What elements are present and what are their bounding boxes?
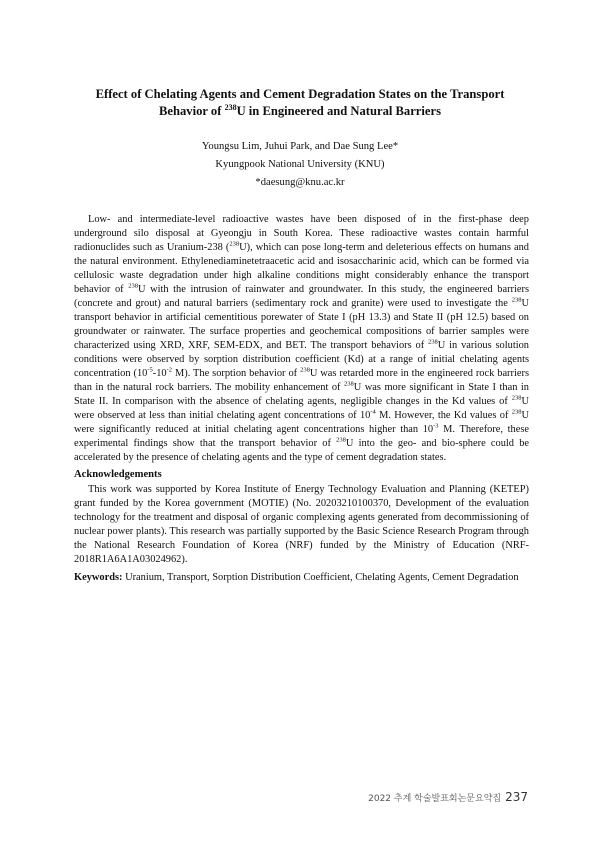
isotope-superscript: 238 xyxy=(128,282,138,290)
footer-proceedings-title: 2022 추계 학술발표회논문요약집 xyxy=(368,794,502,804)
keywords-label: Keywords: xyxy=(74,572,123,583)
isotope-superscript: 238 xyxy=(300,366,310,374)
title-line-2-suffix: U in Engineered and Natural Barriers xyxy=(236,104,441,118)
page-number: 237 xyxy=(505,790,528,804)
abstract-text: U into the geo- and bio-sphere could be accelerated by the presence of chelating agents and the type of cement degradation states. xyxy=(74,438,529,463)
abstract-text: U with the intrusion of rainwater and groundwater. In this study, the engineered barriers (concrete and grout) and natural barriers (sedimentary rock and granite) were used to investigate the xyxy=(74,284,530,309)
exponent-superscript: -3 xyxy=(433,422,439,430)
abstract-text: M). The sorption behavior of xyxy=(172,368,301,379)
isotope-superscript: 238 xyxy=(511,296,522,304)
title-isotope-superscript: 238 xyxy=(224,102,237,112)
abstract-text: U were observed at less than initial chelating agent concentrations of 10 xyxy=(74,396,529,421)
title-line-2-prefix: Behavior of xyxy=(159,104,225,118)
page-footer xyxy=(368,790,528,804)
abstract xyxy=(74,213,529,465)
isotope-superscript: 238 xyxy=(511,394,522,402)
paper-title xyxy=(60,86,540,120)
acknowledgements-heading: Acknowledgements xyxy=(74,469,162,480)
affiliation: Kyungpook National University (KNU) xyxy=(215,159,385,170)
authors: Youngsu Lim, Juhui Park, and Dae Sung Lee* xyxy=(201,141,399,152)
abstract-text: M. Therefore, these experimental findings show that the transport behavior of xyxy=(74,424,530,449)
isotope-superscript: 238 xyxy=(428,338,438,346)
abstract-text: U were significantly reduced at initial chelating agent concentrations higher than 10 xyxy=(74,410,529,435)
isotope-superscript: 238 xyxy=(229,240,240,248)
abstract-text: -10 xyxy=(152,368,167,379)
isotope-superscript: 238 xyxy=(336,436,346,444)
abstract-text: U transport behavior in artificial cementitious porewater of State I (pH 13.3) and State II (pH 12.5) based on groundwater or rainwater. The surface properties and geochemical compositions of barrier samples were characterized using XRD, XRF, SEM-EDX, and BET. The transport behaviors of xyxy=(74,298,529,351)
exponent-superscript: -4 xyxy=(370,408,376,416)
exponent-superscript: -5 xyxy=(147,366,153,374)
abstract-text: M. However, the Kd values of xyxy=(375,410,512,421)
abstract-text: U in various solution conditions were observed by sorption distribution coefficient (Kd) at a range of initial chelating agents concentration (10 xyxy=(74,340,529,379)
abstract-text: U was retarded more in the engineered rock barriers than in the natural rock barriers. The mobility enhancement of xyxy=(74,368,529,393)
abstract-text: U was more significant in State I than in State II. In comparison with the absence of chelating agents, negligible changes in the Kd values of xyxy=(74,382,529,407)
title-line-1: Effect of Chelating Agents and Cement Degradation States on the Transport xyxy=(95,87,505,101)
acknowledgements-body: This work was supported by Korea Institute of Energy Technology Evaluation and Planning (KETEP) grant funded by the Korea government (MOTIE) (No. 20203210100370, Development of the evaluation technology for the treatment and disposal of organic complexing agents generated from decommissioning of nuclear power plants). This research was partially supported by the Basic Science Research Program through the National Research Foundation of Korea (NRF) funded by the Ministry of Education (NRF-2018R1A6A1A03024962). xyxy=(74,484,529,565)
isotope-superscript: 238 xyxy=(344,380,354,388)
keywords xyxy=(74,571,534,585)
abstract-text: Low- and intermediate-level radioactive wastes have been disposed of in the first-phase deep underground silo disposal at Gyeongju in South Korea. These radioactive wastes contain harmful radionuclides such as Uranium-238 ( xyxy=(74,214,529,253)
corresponding-email[interactable]: *daesung@knu.ac.kr xyxy=(255,177,345,188)
abstract-text: U), which can pose long-term and deleterious effects on humans and the natural environment. Ethylenediaminetetraacetic acid and isosaccharinic acid, which can be formed via cellulosic waste degradation under high alkaline conditions might considerably enhance the transport behavior of xyxy=(74,242,529,295)
keywords-list: Uranium, Transport, Sorption Distribution Coefficient, Chelating Agents, Cement Degradation xyxy=(122,572,519,583)
isotope-superscript: 238 xyxy=(511,408,522,416)
exponent-superscript: -2 xyxy=(166,366,173,374)
